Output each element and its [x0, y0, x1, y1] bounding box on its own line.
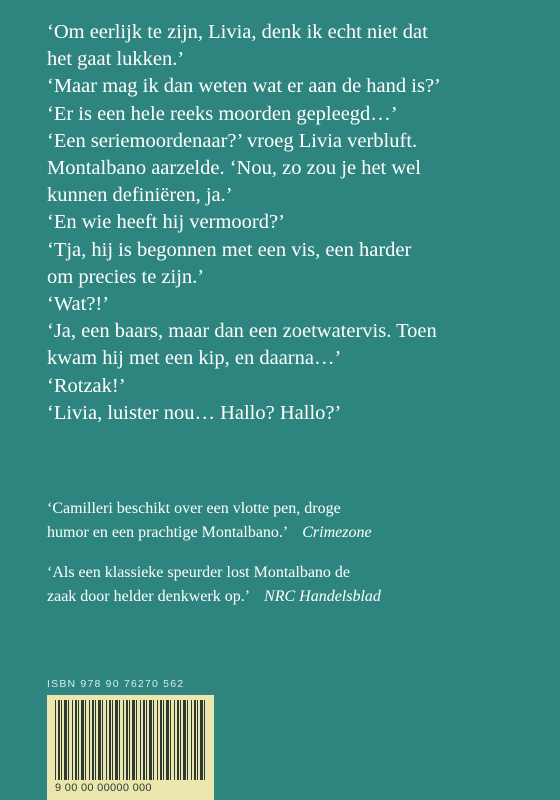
review-quote-crimezone — [47, 497, 527, 545]
barcode-number: 9 00 00 00000 000 — [55, 782, 152, 794]
quote-source: Crimezone — [302, 524, 372, 541]
excerpt-line: ‘Livia, luister nou… Hallo? Hallo?’ — [47, 401, 342, 424]
excerpt-line: ‘Wat?!’ — [47, 293, 110, 316]
excerpt-line: Montalbano aarzelde. ‘Nou, zo zou je het wel — [47, 157, 421, 180]
excerpt-line: ‘Ja, een baars, maar dan een zoetwatervis. Toen — [47, 320, 437, 343]
excerpt-line: ‘En wie heeft hij vermoord?’ — [47, 211, 285, 234]
excerpt-line: kwam hij met een kip, en daarna…’ — [47, 347, 342, 370]
review-quote-nrc — [47, 561, 527, 609]
quote-line — [47, 521, 527, 545]
excerpt-line: ‘Er is een hele reeks moorden gepleegd…’ — [47, 102, 398, 125]
quote-source: NRC Handelsblad — [264, 588, 381, 605]
excerpt-line: ‘Tja, hij is begonnen met een vis, een harder — [47, 238, 412, 261]
excerpt-line: ‘Om eerlijk te zijn, Livia, denk ik echt niet dat — [47, 21, 428, 43]
excerpt-line: ‘Een seriemoordenaar?’ vroeg Livia verbluft. — [47, 129, 418, 152]
barcode-bars — [55, 700, 206, 780]
barcode — [47, 695, 214, 800]
isbn-label: ISBN 978 90 76270 562 — [47, 678, 185, 690]
excerpt-line: om precies te zijn.’ — [47, 265, 205, 288]
excerpt-line: ‘Maar mag ik dan weten wat er aan de hand is?’ — [47, 75, 441, 98]
quote-line — [47, 585, 527, 609]
excerpt-line: het gaat lukken.’ — [47, 48, 185, 71]
quote-line: ‘Camilleri beschikt over een vlotte pen, droge — [47, 500, 341, 517]
excerpt-line: ‘Rotzak!’ — [47, 374, 126, 397]
quote-line: ‘Als een klassieke speurder lost Montalbano de — [47, 564, 351, 581]
review-quotes — [47, 497, 527, 625]
quote-text: zaak door helder denkwerk op.’ — [47, 588, 251, 605]
excerpt-line: kunnen definiëren, ja.’ — [47, 184, 233, 207]
back-cover-excerpt — [47, 19, 537, 427]
quote-text: humor en een prachtige Montalbano.’ — [47, 524, 289, 541]
